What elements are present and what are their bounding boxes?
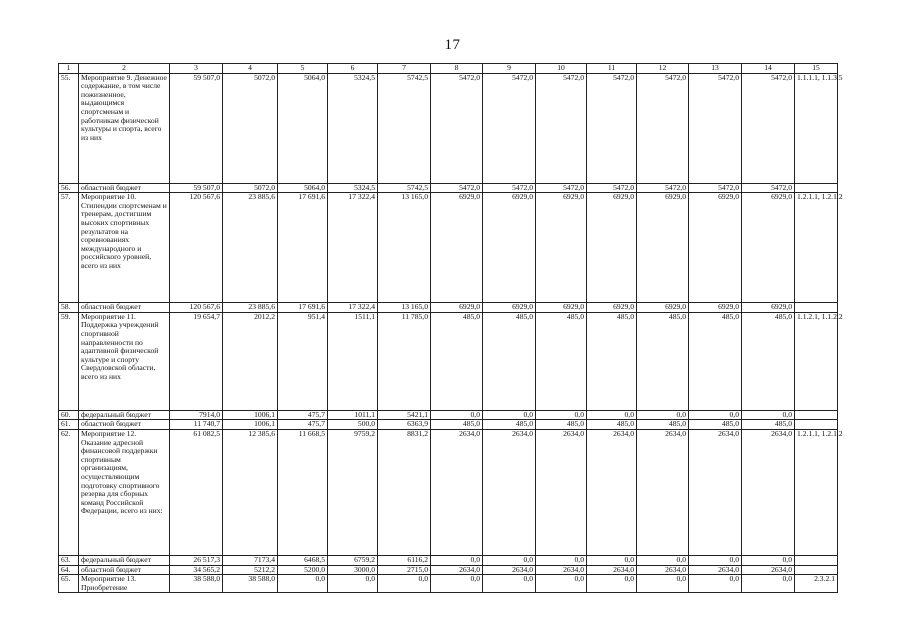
budget-table: [58, 63, 843, 593]
amount-cell: 5072,0: [223, 183, 278, 193]
page-number: 17: [444, 37, 461, 53]
table-row: [59, 555, 838, 565]
amount-cell: 0,0: [328, 575, 378, 593]
row-number: 58.: [59, 303, 79, 313]
amount-cell: 38 588,0: [223, 575, 278, 593]
amount-cell: 5472,0: [637, 183, 689, 193]
amount-cell: 485,0: [483, 420, 536, 430]
amount-cell: 11 668,5: [278, 429, 328, 555]
amount-cell: 5472,0: [431, 73, 483, 183]
amount-cell: 5472,0: [742, 73, 795, 183]
column-header: 1: [59, 64, 79, 74]
amount-cell: 6929,0: [742, 193, 795, 303]
target-indicator: [795, 410, 838, 420]
amount-cell: 485,0: [689, 312, 742, 410]
row-number: 65.: [59, 575, 79, 593]
amount-cell: 485,0: [742, 312, 795, 410]
target-indicator: 2.3.2.1: [795, 575, 838, 593]
amount-cell: 475,7: [278, 410, 328, 420]
amount-cell: 6929,0: [536, 303, 587, 313]
amount-cell: 485,0: [742, 420, 795, 430]
row-number: 60.: [59, 410, 79, 420]
amount-cell: 0,0: [536, 555, 587, 565]
amount-cell: 1511,1: [328, 312, 378, 410]
table-row: [59, 575, 838, 593]
amount-cell: 0,0: [587, 555, 637, 565]
row-number: 61.: [59, 420, 79, 430]
row-number: 62.: [59, 429, 79, 555]
amount-cell: 11 740,7: [170, 420, 223, 430]
column-header: 2: [79, 64, 170, 74]
amount-cell: 0,0: [536, 410, 587, 420]
table-row: [59, 429, 838, 555]
amount-cell: 0,0: [587, 410, 637, 420]
amount-cell: 2634,0: [587, 429, 637, 555]
amount-cell: 12 385,6: [223, 429, 278, 555]
amount-cell: 5472,0: [689, 183, 742, 193]
amount-cell: 2634,0: [637, 565, 689, 575]
amount-cell: 17 322,4: [328, 303, 378, 313]
activity-name: федеральный бюджет: [79, 555, 170, 565]
table-row: [59, 193, 838, 303]
target-indicator: 1.2.1.1, 1.2.1.2: [795, 429, 838, 555]
amount-cell: 9759,2: [328, 429, 378, 555]
amount-cell: 5472,0: [431, 183, 483, 193]
amount-cell: 5472,0: [587, 73, 637, 183]
amount-cell: 485,0: [536, 312, 587, 410]
amount-cell: 120 567,6: [170, 193, 223, 303]
amount-cell: 6929,0: [536, 193, 587, 303]
amount-cell: 485,0: [536, 420, 587, 430]
amount-cell: 1006,1: [223, 420, 278, 430]
amount-cell: 11 785,0: [378, 312, 431, 410]
row-number: 56.: [59, 183, 79, 193]
amount-cell: 0,0: [637, 555, 689, 565]
amount-cell: 5324,5: [328, 183, 378, 193]
amount-cell: 61 082,5: [170, 429, 223, 555]
amount-cell: 2012,2: [223, 312, 278, 410]
amount-cell: 19 654,7: [170, 312, 223, 410]
column-header: 11: [587, 64, 637, 74]
amount-cell: 6929,0: [637, 303, 689, 313]
target-indicator: 1.1.1.1, 1.1.3.5: [795, 73, 838, 183]
amount-cell: 2634,0: [483, 429, 536, 555]
column-header: 5: [278, 64, 328, 74]
amount-cell: 5421,1: [378, 410, 431, 420]
amount-cell: 6929,0: [689, 193, 742, 303]
column-header: 15: [795, 64, 838, 74]
amount-cell: 0,0: [483, 410, 536, 420]
target-indicator: [795, 303, 838, 313]
amount-cell: 0,0: [689, 410, 742, 420]
amount-cell: 6468,5: [278, 555, 328, 565]
target-indicator: [795, 555, 838, 565]
amount-cell: 0,0: [637, 575, 689, 593]
row-number: 59.: [59, 312, 79, 410]
amount-cell: 0,0: [689, 555, 742, 565]
activity-name: областной бюджет: [79, 303, 170, 313]
amount-cell: 0,0: [536, 575, 587, 593]
amount-cell: 485,0: [637, 312, 689, 410]
amount-cell: 13 165,0: [378, 303, 431, 313]
column-header: 7: [378, 64, 431, 74]
amount-cell: 34 565,2: [170, 565, 223, 575]
target-indicator: 1.2.1.1, 1.2.1.2: [795, 193, 838, 303]
column-number-row: [59, 64, 838, 74]
amount-cell: 1011,1: [328, 410, 378, 420]
amount-cell: 5472,0: [536, 73, 587, 183]
amount-cell: 6929,0: [637, 193, 689, 303]
amount-cell: 0,0: [378, 575, 431, 593]
table-row: [59, 565, 838, 575]
amount-cell: 5472,0: [689, 73, 742, 183]
amount-cell: 2634,0: [587, 565, 637, 575]
amount-cell: 485,0: [587, 312, 637, 410]
amount-cell: 5064,0: [278, 73, 328, 183]
amount-cell: 485,0: [689, 420, 742, 430]
activity-name: областной бюджет: [79, 420, 170, 430]
amount-cell: 2634,0: [431, 565, 483, 575]
amount-cell: 59 507,0: [170, 183, 223, 193]
amount-cell: 500,0: [328, 420, 378, 430]
amount-cell: 485,0: [483, 312, 536, 410]
activity-name: областной бюджет: [79, 183, 170, 193]
amount-cell: 17 691,6: [278, 193, 328, 303]
activity-name: Мероприятие 10. Стипендии спортсменам и тренерам, достигшим высоких спортивных результатов на соревнованиях международного и российского уровней, всего из них: [79, 193, 170, 303]
amount-cell: 485,0: [431, 420, 483, 430]
amount-cell: 485,0: [431, 312, 483, 410]
activity-name: Мероприятие 12. Оказание адресной финансовой поддержки спортивным организациям, осуществляющим подготовку спортивного резерва для сборных команд Российской Федерации, всего из них:: [79, 429, 170, 555]
amount-cell: 5472,0: [637, 73, 689, 183]
table-body: [59, 63, 843, 593]
amount-cell: 23 885,6: [223, 193, 278, 303]
amount-cell: 6363,9: [378, 420, 431, 430]
amount-cell: 6929,0: [431, 193, 483, 303]
amount-cell: 7914,0: [170, 410, 223, 420]
activity-name: Мероприятие 11. Поддержка учреждений спортивной направленности по адаптивной физической культуре и спорту Свердловской области, всего из них: [79, 312, 170, 410]
column-header: 4: [223, 64, 278, 74]
amount-cell: 0,0: [689, 575, 742, 593]
amount-cell: 5742,5: [378, 183, 431, 193]
amount-cell: 5742,5: [378, 73, 431, 183]
amount-cell: 6929,0: [587, 303, 637, 313]
row-number: 63.: [59, 555, 79, 565]
amount-cell: 5200,0: [278, 565, 328, 575]
amount-cell: 38 588,0: [170, 575, 223, 593]
amount-cell: 26 517,3: [170, 555, 223, 565]
amount-cell: 0,0: [431, 555, 483, 565]
amount-cell: 6929,0: [431, 303, 483, 313]
amount-cell: 0,0: [742, 575, 795, 593]
amount-cell: 17 691,6: [278, 303, 328, 313]
amount-cell: 6929,0: [742, 303, 795, 313]
amount-cell: 0,0: [431, 410, 483, 420]
amount-cell: 0,0: [483, 575, 536, 593]
column-header: 3: [170, 64, 223, 74]
amount-cell: 120 567,6: [170, 303, 223, 313]
amount-cell: 5324,5: [328, 73, 378, 183]
amount-cell: 485,0: [637, 420, 689, 430]
amount-cell: 5064,0: [278, 183, 328, 193]
amount-cell: 0,0: [587, 575, 637, 593]
amount-cell: 5072,0: [223, 73, 278, 183]
table-row: [59, 73, 838, 183]
amount-cell: 5472,0: [587, 183, 637, 193]
column-header: 14: [742, 64, 795, 74]
amount-cell: 2634,0: [637, 429, 689, 555]
amount-cell: 2634,0: [742, 565, 795, 575]
amount-cell: 6929,0: [483, 193, 536, 303]
column-header: 12: [637, 64, 689, 74]
amount-cell: 3000,0: [328, 565, 378, 575]
amount-cell: 2634,0: [483, 565, 536, 575]
target-indicator: 1.1.2.1, 1.1.2.2: [795, 312, 838, 410]
amount-cell: 6929,0: [587, 193, 637, 303]
amount-cell: 0,0: [278, 575, 328, 593]
amount-cell: 5472,0: [483, 183, 536, 193]
amount-cell: 59 507,0: [170, 73, 223, 183]
row-number: 55.: [59, 73, 79, 183]
row-number: 64.: [59, 565, 79, 575]
table-row: [59, 312, 838, 410]
amount-cell: 5212,2: [223, 565, 278, 575]
amount-cell: 0,0: [637, 410, 689, 420]
column-header: 8: [431, 64, 483, 74]
amount-cell: 2634,0: [536, 565, 587, 575]
table-row: [59, 303, 838, 313]
column-header: 13: [689, 64, 742, 74]
amount-cell: 5472,0: [742, 183, 795, 193]
amount-cell: 2634,0: [689, 565, 742, 575]
column-header: 10: [536, 64, 587, 74]
column-header: 6: [328, 64, 378, 74]
amount-cell: 951,4: [278, 312, 328, 410]
amount-cell: 5472,0: [536, 183, 587, 193]
amount-cell: 2634,0: [742, 429, 795, 555]
amount-cell: 7173,4: [223, 555, 278, 565]
amount-cell: 2634,0: [536, 429, 587, 555]
amount-cell: 1006,1: [223, 410, 278, 420]
column-header: 9: [483, 64, 536, 74]
amount-cell: 5472,0: [483, 73, 536, 183]
amount-cell: 0,0: [431, 575, 483, 593]
amount-cell: 8831,2: [378, 429, 431, 555]
activity-name: Мероприятие 9. Денежное содержание, в том числе пожизненное, выдающимся спортсменам и работникам физической культуры и спорта, всего из них: [79, 73, 170, 183]
amount-cell: 13 165,0: [378, 193, 431, 303]
amount-cell: 17 322,4: [328, 193, 378, 303]
amount-cell: 0,0: [483, 555, 536, 565]
row-number: 57.: [59, 193, 79, 303]
amount-cell: 6116,2: [378, 555, 431, 565]
amount-cell: 2634,0: [689, 429, 742, 555]
amount-cell: 2634,0: [431, 429, 483, 555]
amount-cell: 2715,0: [378, 565, 431, 575]
amount-cell: 6929,0: [689, 303, 742, 313]
activity-name: федеральный бюджет: [79, 410, 170, 420]
activity-name: Мероприятие 13. Приобретение: [79, 575, 170, 593]
table-row: [59, 410, 838, 420]
activity-name: областной бюджет: [79, 565, 170, 575]
amount-cell: 23 885,6: [223, 303, 278, 313]
amount-cell: 0,0: [742, 410, 795, 420]
amount-cell: 0,0: [742, 555, 795, 565]
amount-cell: 6929,0: [483, 303, 536, 313]
amount-cell: 475,7: [278, 420, 328, 430]
amount-cell: 485,0: [587, 420, 637, 430]
amount-cell: 6759,2: [328, 555, 378, 565]
